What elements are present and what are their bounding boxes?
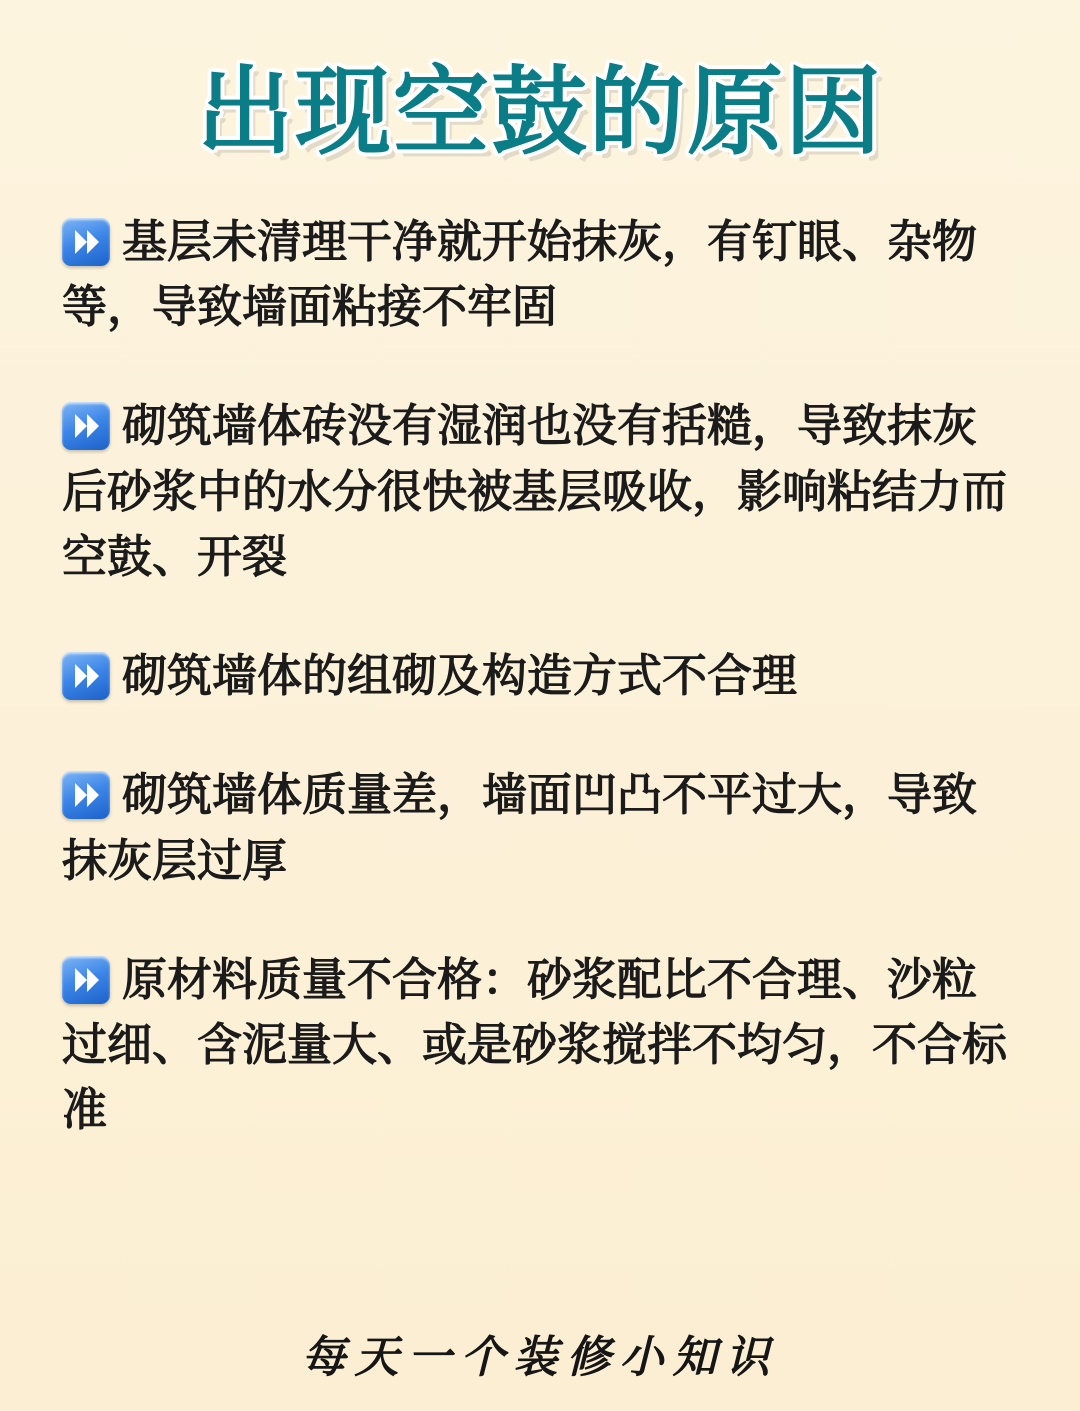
page-title: 出现空鼓的原因: [197, 59, 883, 166]
list-item-text-wrapper: [62, 643, 1018, 708]
list-item-label: 原材料质量不合格：砂浆配比不合理、沙粒过细、含泥量大、或是砂浆搅拌不均匀，不合标准: [62, 953, 1008, 1136]
list-item-label: 砌筑墙体的组砌及构造方式不合理: [122, 650, 798, 701]
list-item: [62, 209, 1018, 340]
fast-forward-icon: [62, 402, 110, 450]
list-item: [62, 947, 1018, 1143]
list-item-label: 砌筑墙体质量差，墙面凹凸不平过大，导致抹灰层过厚: [62, 769, 978, 886]
fast-forward-icon: [62, 218, 110, 266]
list-item: [62, 393, 1018, 589]
list-item-text-wrapper: [62, 947, 1018, 1143]
list-item-label: 砌筑墙体砖没有湿润也没有括糙，导致抹灰后砂浆中的水分很快被基层吸收，影响粘结力而空鼓、开裂: [62, 400, 1008, 582]
fast-forward-icon: [62, 652, 110, 700]
list-item-label: 基层未清理干净就开始抹灰，有钉眼、杂物等，导致墙面粘接不牢固: [62, 215, 978, 332]
fast-forward-icon: [62, 771, 110, 819]
list-item: [62, 762, 1018, 893]
reasons-list: [62, 209, 1018, 1143]
list-item: [62, 643, 1018, 708]
list-item-text-wrapper: [62, 393, 1018, 589]
footer-tagline: 每天一个装修小知识: [301, 1333, 779, 1382]
list-item-text-wrapper: [62, 209, 1018, 340]
list-item-text-wrapper: [62, 762, 1018, 893]
fast-forward-icon: [62, 956, 110, 1004]
